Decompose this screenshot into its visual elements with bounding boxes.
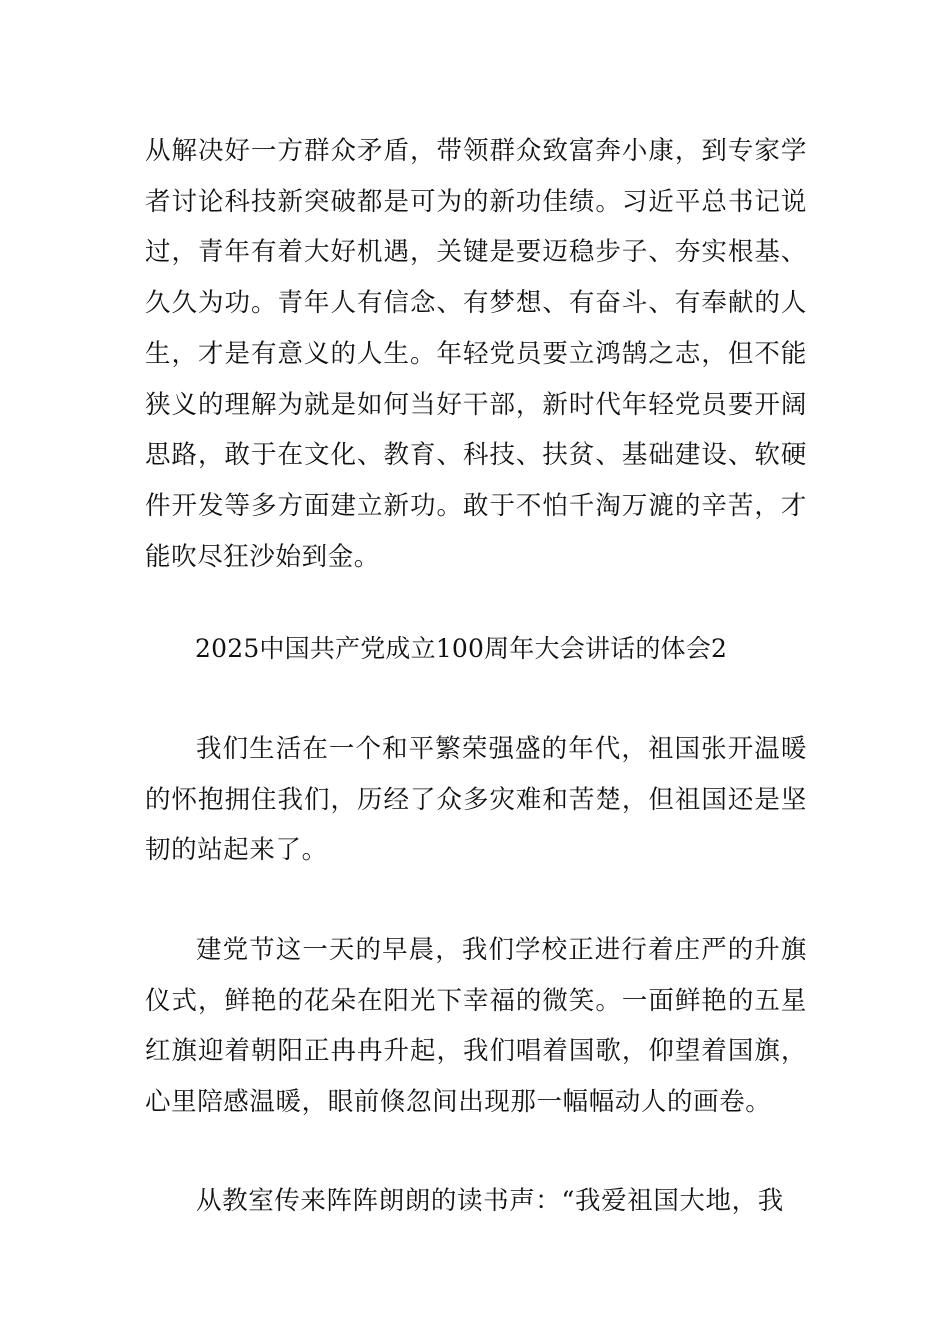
body-paragraph: 从教室传来阵阵朗朗的读书声：“我爱祖国大地，我 bbox=[196, 1186, 784, 1216]
body-paragraph: 建党节这一天的早晨，我们学校正进行着庄严的升旗仪式，鲜艳的花朵在阳光下幸福的微笑。一面鲜艳的五星红旗迎着朝阳正冉冉升起，我们唱着国歌，仰望着国旗，心里陪感温暖，眼前倏忽间出现那一幅幅动人的画卷。 bbox=[145, 935, 807, 1118]
body-paragraph: 我们生活在一个和平繁荣强盛的年代，祖国张开温暖的怀抱拥住我们，历经了众多灾难和苦楚，但祖国还是坚韧的站起来了。 bbox=[145, 734, 807, 866]
body-paragraph-continued: 从解决好一方群众矛盾，带领群众致富奔小康，到专家学者讨论科技新突破都是可为的新功佳绩。习近平总书记说过，青年有着大好机遇，关键是要迈稳步子、夯实根基、久久为功。青年人有信念、有梦想、有奋斗、有奉献的人生，才是有意义的人生。年轻党员要立鸿鹄之志，但不能狭义的理解为就是如何当好干部，新时代年轻党员要开阔思路，敢于在文化、教育、科技、扶贫、基础建设、软硬件开发等多方面建立新功。敢于不怕千淘万漉的辛苦，才能吹尽狂沙始到金。 bbox=[145, 136, 807, 572]
section-heading: 2025中国共产党成立100周年大会讲话的体会2 bbox=[195, 634, 728, 663]
